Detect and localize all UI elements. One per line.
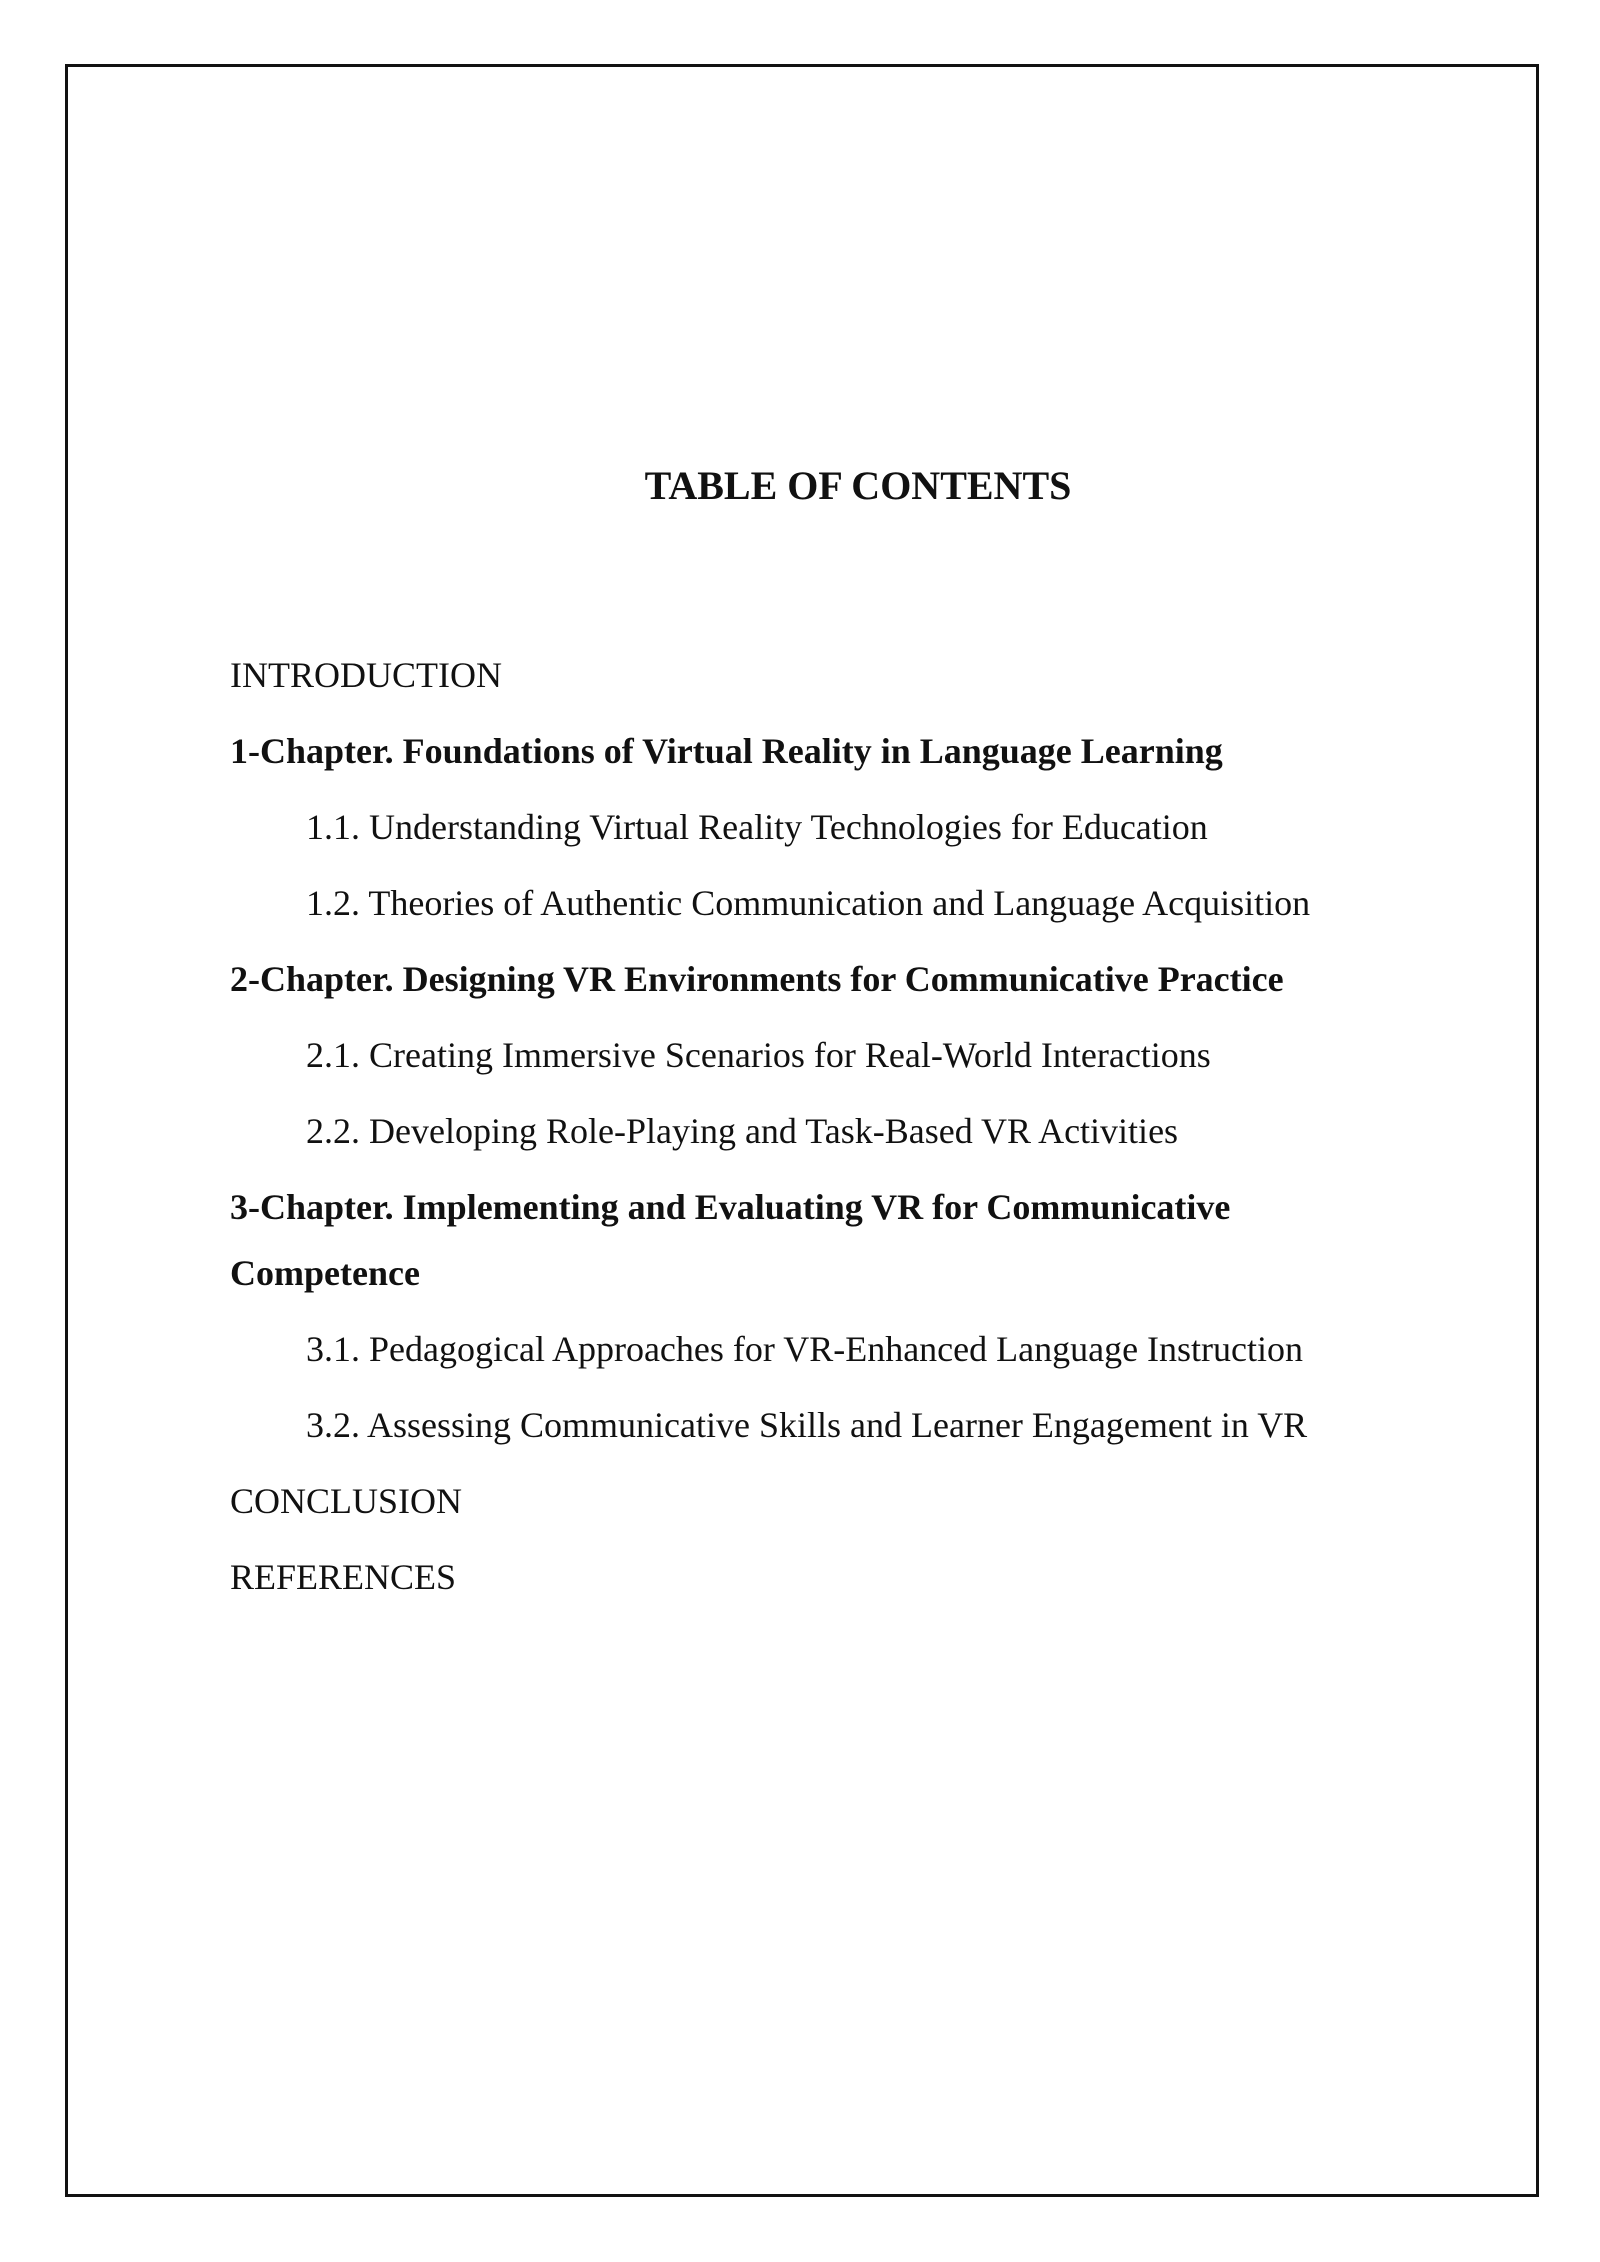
toc-entry-section-2-2: 2.2. Developing Role-Playing and Task-Based VR Activities [306,1111,1179,1151]
toc-entry-chapter-1: 1-Chapter. Foundations of Virtual Reality in Language Learning [230,731,1223,771]
toc-entry-section-1-2: 1.2. Theories of Authentic Communication and Language Acquisition [306,883,1311,923]
toc-entry-introduction: INTRODUCTION [230,655,502,695]
toc-entry-section-3-2: 3.2. Assessing Communicative Skills and Learner Engagement in VR [306,1405,1308,1445]
toc-entry-references: REFERENCES [230,1557,457,1597]
toc-entry-chapter-3: 3-Chapter. Implementing and Evaluating VR for Communicative Competence [230,1187,1231,1293]
table-of-contents [230,642,1430,1620]
toc-entry-section-3-1: 3.1. Pedagogical Approaches for VR-Enhanced Language Instruction [306,1329,1304,1369]
toc-entry-chapter-2: 2-Chapter. Designing VR Environments for Communicative Practice [230,959,1284,999]
toc-title: TABLE OF CONTENTS [644,463,1072,508]
toc-entry-section-1-1: 1.1. Understanding Virtual Reality Technologies for Education [306,807,1208,847]
toc-entry-section-2-1: 2.1. Creating Immersive Scenarios for Real-World Interactions [306,1035,1211,1075]
toc-entry-conclusion: CONCLUSION [230,1481,463,1521]
